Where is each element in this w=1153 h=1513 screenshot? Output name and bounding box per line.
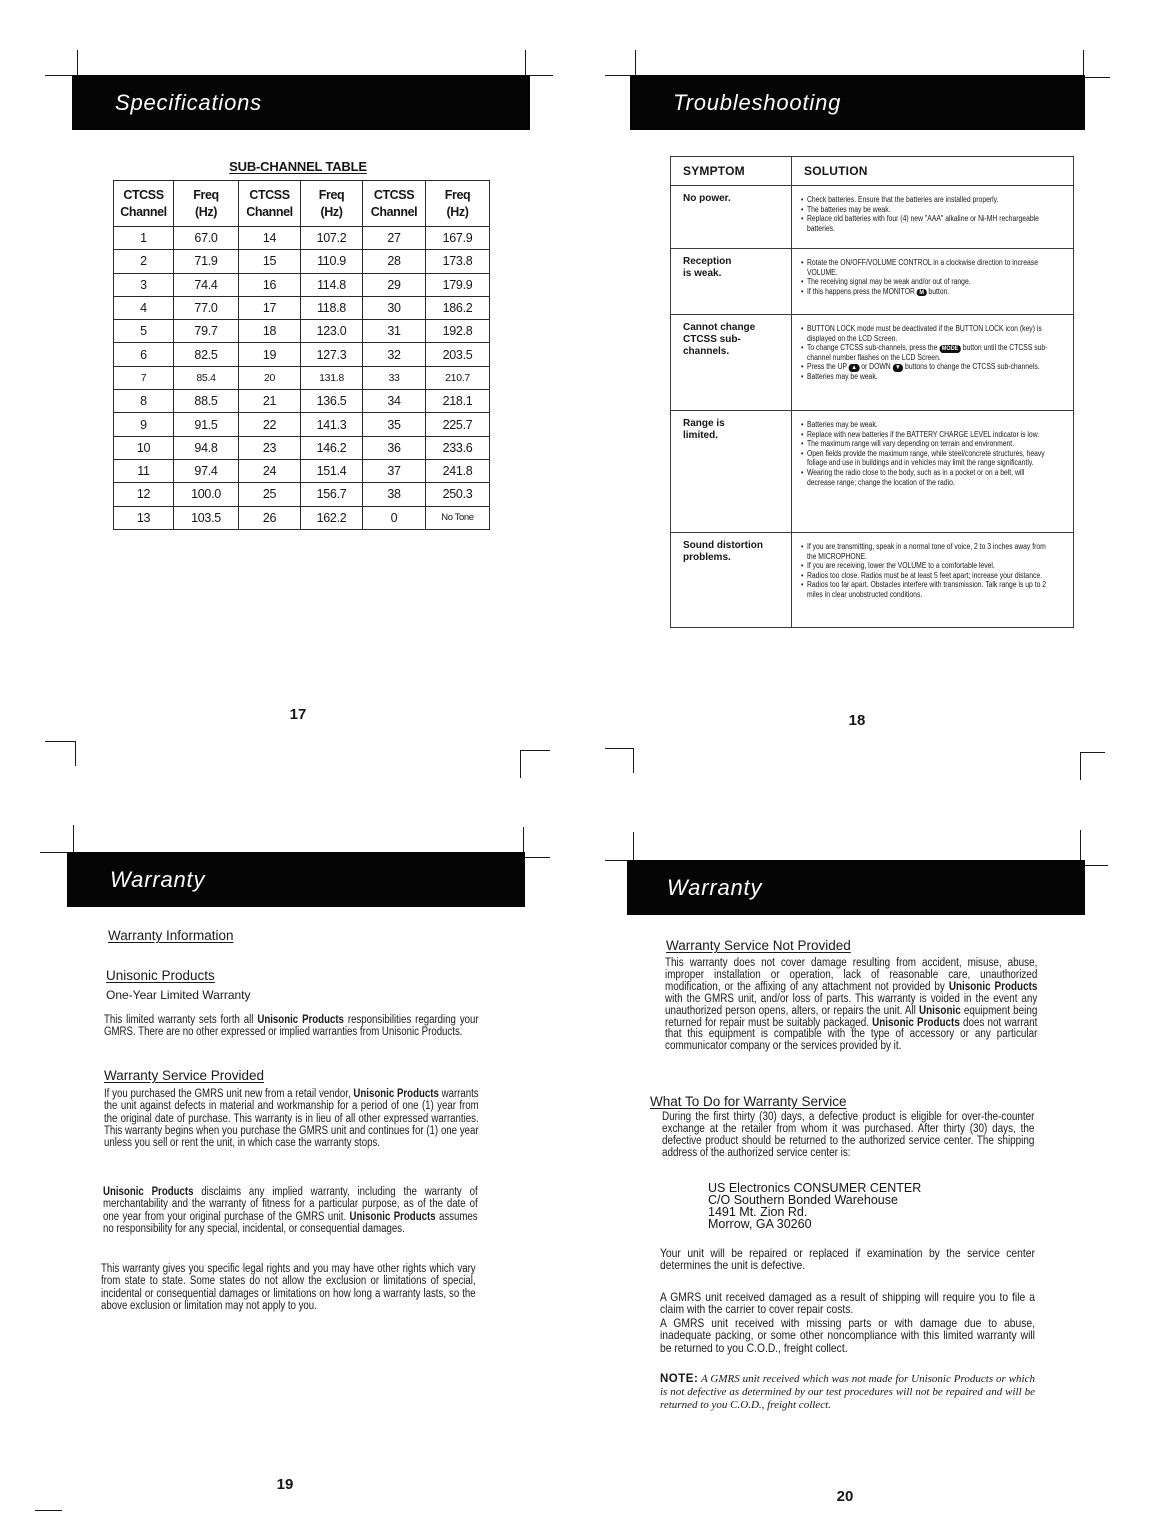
frequency-cell: 136.5 (301, 390, 363, 413)
frequency-cell: 97.4 (174, 459, 239, 482)
bold-text: Unisonic Products (948, 980, 1038, 993)
symptom-text: Reception (683, 256, 732, 267)
text: warrants the unit against defects in material and workmanship for a period of one (1) year from the original date of purchase. This warranty is in lieu of all other expressed warranties. This warranty begins when you purchase the GMRS unit and continues for (1) one year unless you sell or rent the unit, in which case the warranty stops. (104, 1088, 479, 1150)
text: button. (926, 286, 950, 296)
column-header-line: Channel (246, 204, 293, 219)
crop-mark (77, 50, 78, 75)
text: Replace with new batteries if the BATTERY CHARGE LEVEL indicator is low. (806, 429, 1040, 439)
troubleshooting-row (671, 249, 1074, 315)
bold-text: Unisonic Products (349, 1210, 436, 1223)
text: Batteries may be weak. (806, 420, 878, 429)
crop-mark (45, 741, 75, 742)
address-line: Morrow, GA 30260 (708, 1217, 812, 1231)
text: If you are receiving, lower the VOLUME to a comfortable level. (806, 561, 995, 571)
crop-mark (520, 750, 550, 751)
frequency-cell: 114.8 (301, 273, 363, 296)
frequency-cell: 100.0 (174, 483, 239, 506)
solution-list (801, 258, 1053, 296)
channel-cell: 7 (114, 366, 174, 389)
text: Wearing the radio close to the body, such as in a pocket or on a belt, will decrease range; change the location of the radio. (806, 467, 1025, 487)
table-row (114, 483, 490, 506)
solution-item (801, 205, 1053, 215)
table-row (114, 436, 490, 459)
symptom-cell (671, 186, 792, 249)
channel-cell: 6 (114, 343, 174, 366)
symptom-text: Range is (683, 418, 725, 429)
brand-heading: Unisonic Products (106, 968, 215, 983)
crop-mark (1085, 865, 1108, 866)
frequency-cell: 131.8 (301, 366, 363, 389)
symptom-text: is weak. (683, 268, 722, 279)
crop-mark (525, 857, 550, 858)
frequency-cell: 233.6 (426, 436, 490, 459)
what-to-do-paragraph (662, 1112, 1034, 1160)
bold-text: Unisonic Products (257, 1014, 344, 1026)
solution-block (801, 420, 1053, 487)
solution-item (801, 214, 1053, 233)
section-header-bar (72, 75, 530, 130)
solution-item (801, 468, 1053, 487)
frequency-cell: 91.5 (174, 413, 239, 436)
solution-item (801, 561, 1053, 571)
column-header (301, 181, 363, 227)
text: buttons to change the CTCSS sub-channels. (903, 362, 1040, 372)
text: If you are transmitting, speak in a normal tone of voice, 2 to 3 inches away from the MICROPHONE. (806, 542, 1046, 561)
solution-cell (792, 533, 1074, 628)
what-to-do-heading: What To Do for Warranty Service (650, 1094, 847, 1109)
bold-text: Unisonic (918, 1004, 961, 1017)
solution-item (801, 420, 1053, 430)
channel-cell: 15 (239, 250, 301, 273)
frequency-cell: 186.2 (426, 296, 490, 319)
section-title: Troubleshooting (673, 89, 842, 115)
frequency-cell: 85.4 (174, 366, 239, 389)
monitor-button-icon: M (917, 289, 927, 297)
frequency-cell: 179.9 (426, 273, 490, 296)
text: Check batteries. Ensure that the batteries are installed properly. (806, 195, 999, 204)
solution-column-header: SOLUTION (792, 157, 1074, 186)
channel-cell: 26 (239, 506, 301, 529)
symptom-column-header: SYMPTOM (671, 157, 792, 186)
column-header-line: (Hz) (320, 204, 343, 219)
text: BUTTON LOCK mode must be deactivated if the BUTTON LOCK icon (key) is displayed on the LCD Screen. (806, 324, 1042, 343)
text: If this happens press the MONITOR (806, 286, 917, 296)
text: Rotate the ON/OFF/VOLUME CONTROL in a clockwise direction to increase VOLUME. (806, 258, 1038, 277)
warranty-subheading: One-Year Limited Warranty (106, 988, 251, 1002)
address-line: C/O Southern Bonded Warehouse (708, 1193, 898, 1207)
table-title: SUB-CHANNEL TABLE (229, 159, 367, 174)
text: or DOWN (859, 362, 893, 372)
troubleshooting-row (671, 411, 1074, 533)
solution-cell (792, 411, 1074, 533)
text: responsibilities regarding your GMRS. There are no other expressed or implied warranties from Unisonic Products. (104, 1014, 479, 1039)
sub-channel-table (113, 180, 490, 530)
frequency-cell: 103.5 (174, 506, 239, 529)
section-title: Specifications (115, 89, 262, 115)
symptom-cell (671, 249, 792, 315)
troubleshooting-row (671, 533, 1074, 628)
column-header (426, 181, 490, 227)
text: This warranty does not cover damage resulting from accident, misuse, abuse, improper installation or operation, lack of reasonable care, unauthorized modification, or the affixing of any attachment not provided by (665, 957, 1038, 993)
section-title: Warranty (110, 866, 206, 892)
text: Your unit will be repaired or replaced if examination by the service center determines the unit is defective. (660, 1246, 1035, 1273)
crop-mark (635, 50, 636, 75)
solution-item (801, 343, 1053, 362)
table-body (114, 227, 490, 530)
crop-mark (530, 75, 553, 76)
solution-list (801, 195, 1053, 233)
frequency-cell: 127.3 (301, 343, 363, 366)
frequency-cell: 71.9 (174, 250, 239, 273)
crop-mark (605, 748, 633, 749)
symptom-text: Sound distortion (683, 540, 763, 551)
text: The batteries may be weak. (806, 204, 891, 214)
section-header-bar (627, 860, 1085, 915)
solution-list (801, 324, 1053, 382)
frequency-cell: No Tone (426, 506, 490, 529)
solution-block (801, 542, 1053, 600)
channel-cell: 16 (239, 273, 301, 296)
frequency-cell: 173.8 (426, 250, 490, 273)
disclaimer-paragraph (103, 1186, 478, 1235)
table-head (671, 157, 1074, 186)
channel-cell: 2 (114, 250, 174, 273)
table-head (114, 181, 490, 227)
crop-mark (75, 741, 76, 766)
frequency-cell: 123.0 (301, 320, 363, 343)
frequency-cell: 88.5 (174, 390, 239, 413)
text: Radios too far apart. Obstacles interfere with transmission. Talk range is up to 2 miles in clear unobstructed conditions. (806, 580, 1047, 599)
text: Press the UP (806, 362, 849, 372)
channel-cell: 25 (239, 483, 301, 506)
frequency-cell: 241.8 (426, 459, 490, 482)
channel-cell: 37 (363, 459, 426, 482)
note-label: NOTE: (660, 1373, 699, 1385)
solution-item (801, 449, 1053, 468)
table-row (114, 506, 490, 529)
text: does not warrant that this equipment is compatible with the type of accessory or any particular communicator company or the services provided by it. (665, 1016, 1038, 1053)
frequency-cell: 110.9 (301, 250, 363, 273)
solution-block (801, 258, 1053, 296)
crop-mark (1085, 77, 1110, 78)
channel-cell: 30 (363, 296, 426, 319)
symptom-text: CTCSS sub- (683, 334, 741, 345)
column-header (114, 181, 174, 227)
solution-item (801, 439, 1053, 449)
channel-cell: 38 (363, 483, 426, 506)
table-row (114, 227, 490, 250)
frequency-cell: 225.7 (426, 413, 490, 436)
solution-list (801, 542, 1053, 600)
crop-mark (520, 750, 521, 778)
text: This limited warranty sets forth all (104, 1014, 258, 1026)
channel-cell: 31 (363, 320, 426, 343)
text: The maximum range will vary depending on terrain and environment. (806, 439, 1015, 449)
solution-block (801, 195, 1053, 233)
column-header-line: (Hz) (446, 204, 469, 219)
symptom-text: problems. (683, 552, 731, 563)
symptom-cell (671, 315, 792, 411)
frequency-cell: 151.4 (301, 459, 363, 482)
table-row (114, 459, 490, 482)
mode-button-icon: MODE (939, 345, 961, 353)
crop-mark (633, 748, 634, 773)
crop-mark (1083, 50, 1084, 75)
down-button-icon: ▼ (893, 364, 904, 372)
text: To change CTCSS sub-channels, press the (806, 343, 940, 353)
column-header (239, 181, 301, 227)
frequency-cell: 118.8 (301, 296, 363, 319)
frequency-cell: 82.5 (174, 343, 239, 366)
solution-cell (792, 315, 1074, 411)
crop-mark (40, 852, 67, 853)
channel-cell: 36 (363, 436, 426, 459)
troubleshooting-row (671, 186, 1074, 249)
solution-list (801, 420, 1053, 487)
frequency-cell: 67.0 (174, 227, 239, 250)
text: A GMRS unit received with missing parts or with damage due to abuse, inadequate packing, or some other noncompliance with this limited warranty will be returned to you C.O.D., freight collect. (660, 1316, 1035, 1355)
crop-mark (605, 75, 630, 76)
text: During the first thirty (30) days, a defective product is eligible for over-the-counter exchange at the retailer from whom it was purchased. After thirty (30) days, the defective product should be returned to the authorized service center. The shipping address of the authorized service center is: (662, 1111, 1035, 1159)
channel-cell: 11 (114, 459, 174, 482)
frequency-cell: 203.5 (426, 343, 490, 366)
note-text: A GMRS unit received which was not made for Unisonic Products or which is not defective as determined by our test procedures will not be repaired and will be returned to you C.O.D., freight collect. (660, 1373, 1035, 1411)
solution-item (801, 195, 1053, 205)
solution-item (801, 324, 1053, 343)
header-row (114, 181, 490, 227)
text: Open fields provide the maximum range, while steel/concrete structures, heavy foliage and use in buildings and in vehicles may limit the range significantly. (806, 448, 1045, 468)
table-row (114, 250, 490, 273)
column-header (363, 181, 426, 227)
frequency-cell: 210.7 (426, 366, 490, 389)
crop-mark (1080, 752, 1081, 780)
text: assumes no responsibility for any special, incidental, or consequential damages. (103, 1210, 478, 1235)
channel-cell: 14 (239, 227, 301, 250)
troubleshooting-table (670, 156, 1074, 628)
repair-note-paragraph (660, 1247, 1035, 1272)
frequency-cell: 77.0 (174, 296, 239, 319)
solution-item (801, 277, 1053, 287)
intro-paragraph (104, 1014, 479, 1039)
channel-cell: 20 (239, 366, 301, 389)
crop-mark (1080, 752, 1105, 753)
crop-mark (1080, 830, 1081, 860)
symptom-text: No power. (683, 193, 731, 204)
section-header-bar (630, 75, 1085, 130)
channel-cell: 29 (363, 273, 426, 296)
troubleshooting-row (671, 315, 1074, 411)
table-row (114, 343, 490, 366)
bold-text: Unisonic Products (353, 1088, 439, 1100)
text: with the GMRS unit, and/or loss of parts. This warranty is voided in the event any unauthorized person opens, alters, or repairs the unit. All (665, 992, 1038, 1017)
symptom-text: channels. (683, 346, 730, 357)
frequency-cell: 107.2 (301, 227, 363, 250)
column-header-line: Freq (444, 187, 471, 202)
channel-cell: 4 (114, 296, 174, 319)
table-row (114, 273, 490, 296)
channel-cell: 8 (114, 390, 174, 413)
frequency-cell: 141.3 (301, 413, 363, 436)
channel-cell: 1 (114, 227, 174, 250)
column-header-line: CTCSS (373, 187, 415, 202)
table-row (114, 366, 490, 389)
text: Radios too close. Radios must be at least 5 feet apart; increase your distance. (806, 570, 1043, 580)
channel-cell: 32 (363, 343, 426, 366)
frequency-cell: 167.9 (426, 227, 490, 250)
channel-cell: 33 (363, 366, 426, 389)
section-title: Warranty (667, 874, 763, 900)
crop-mark (525, 50, 526, 75)
channel-cell: 19 (239, 343, 301, 366)
solution-item (801, 571, 1053, 581)
column-header-line: CTCSS (123, 187, 164, 202)
channel-cell: 35 (363, 413, 426, 436)
address-line: US Electronics CONSUMER CENTER (708, 1181, 922, 1195)
solution-item (801, 542, 1053, 561)
crop-mark (35, 1510, 62, 1511)
crop-mark (633, 832, 634, 860)
frequency-cell: 162.2 (301, 506, 363, 529)
frequency-cell: 74.4 (174, 273, 239, 296)
column-header-line: (Hz) (194, 204, 217, 219)
legal-rights-paragraph (101, 1263, 476, 1312)
note-paragraph (660, 1373, 1035, 1412)
text: disclaims any implied warranty, including the warranty of merchantability and the warranty of fitness for a particular purpose, as of the date of one year from your original purchase of the GMRS unit. (103, 1186, 478, 1223)
service-provided-paragraph (104, 1088, 479, 1149)
symptom-text: Cannot change (683, 322, 756, 333)
column-header-line: Freq (318, 187, 345, 202)
channel-cell: 18 (239, 320, 301, 343)
table-body (671, 186, 1074, 628)
solution-item (801, 372, 1053, 382)
frequency-cell: 94.8 (174, 436, 239, 459)
solution-item (801, 258, 1053, 277)
symptom-cell (671, 411, 792, 533)
page-number: 17 (289, 706, 307, 723)
crop-mark (605, 860, 627, 861)
text: equipment being returned for repair must be suitably packaged. (665, 1004, 1038, 1029)
service-not-provided-paragraph (665, 958, 1037, 1053)
symptom-cell (671, 533, 792, 628)
channel-cell: 5 (114, 320, 174, 343)
header-row (671, 157, 1074, 186)
crop-mark (523, 827, 524, 852)
text: button until the CTCSS sub-channel number flashes on the LCD Screen. (806, 343, 1048, 362)
page-number: 19 (276, 1476, 294, 1493)
bold-text: Unisonic Products (103, 1186, 194, 1198)
column-header-line: Freq (193, 187, 219, 202)
channel-cell: 3 (114, 273, 174, 296)
channel-cell: 10 (114, 436, 174, 459)
column-header-line: Channel (120, 204, 167, 219)
solution-block (801, 324, 1053, 382)
frequency-cell: 156.7 (301, 483, 363, 506)
table-row (114, 413, 490, 436)
page-number: 18 (848, 712, 866, 729)
solution-cell (792, 186, 1074, 249)
column-header-line: Channel (370, 204, 418, 219)
solution-item (801, 430, 1053, 440)
missing-parts-paragraph (660, 1317, 1035, 1354)
text: Replace old batteries with four (4) new "AAA" alkaline or Ni-MH rechargeable batteries. (806, 214, 1039, 233)
table-row (114, 296, 490, 319)
solution-item (801, 287, 1053, 297)
column-header (174, 181, 239, 227)
channel-cell: 22 (239, 413, 301, 436)
service-center-address (708, 1182, 921, 1230)
page-number: 20 (836, 1488, 854, 1505)
frequency-cell: 192.8 (426, 320, 490, 343)
channel-cell: 23 (239, 436, 301, 459)
address-line: 1491 Mt. Zion Rd. (708, 1205, 808, 1219)
service-not-provided-heading: Warranty Service Not Provided (666, 938, 851, 953)
channel-cell: 13 (114, 506, 174, 529)
symptom-text: limited. (683, 430, 719, 441)
channel-cell: 0 (363, 506, 426, 529)
frequency-cell: 146.2 (301, 436, 363, 459)
text: The receiving signal may be weak and/or out of range. (806, 277, 971, 287)
up-button-icon: ▲ (849, 364, 860, 372)
text: A GMRS unit received damaged as a result of shipping will require you to file a claim with the carrier to cover repair costs. (660, 1290, 1035, 1317)
channel-cell: 21 (239, 390, 301, 413)
table-row (114, 390, 490, 413)
frequency-cell: 250.3 (426, 483, 490, 506)
bold-text: Unisonic Products (872, 1016, 960, 1029)
frequency-cell: 79.7 (174, 320, 239, 343)
solution-cell (792, 249, 1074, 315)
service-provided-heading: Warranty Service Provided (104, 1068, 265, 1083)
crop-mark (45, 75, 72, 76)
text: If you purchased the GMRS unit new from a retail vendor, (104, 1088, 354, 1100)
solution-item (801, 362, 1053, 372)
channel-cell: 24 (239, 459, 301, 482)
warranty-information-heading: Warranty Information (108, 928, 234, 943)
frequency-cell: 218.1 (426, 390, 490, 413)
shipping-damage-paragraph (660, 1291, 1035, 1316)
column-header-line: CTCSS (249, 187, 290, 202)
section-header-bar (67, 852, 525, 907)
text: This warranty gives you specific legal rights and you may have other rights which vary from state to state. Some states do not allow the exclusion or limitations of special, incidental or consequential damages or limitations on how long a warranty lasts, so the above exclusion or limitation may not apply to you. (101, 1263, 476, 1312)
text: Batteries may be weak. (806, 371, 878, 381)
channel-cell: 17 (239, 296, 301, 319)
channel-cell: 28 (363, 250, 426, 273)
channel-cell: 12 (114, 483, 174, 506)
channel-cell: 27 (363, 227, 426, 250)
table-row (114, 320, 490, 343)
crop-mark (73, 825, 74, 852)
channel-cell: 34 (363, 390, 426, 413)
channel-cell: 9 (114, 413, 174, 436)
solution-item (801, 580, 1053, 599)
